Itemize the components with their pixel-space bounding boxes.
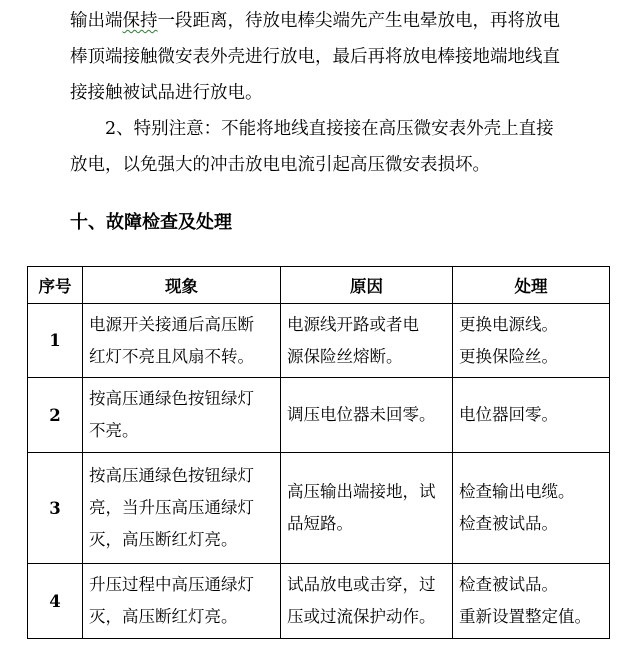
cell-line: 高压输出端接地，试 xyxy=(287,482,436,501)
cell-cause xyxy=(281,378,453,453)
cell-line: 品短路。 xyxy=(287,514,353,533)
cell-line: 试品放电或击穿，过 xyxy=(287,575,436,594)
cell-line: 调压电位器未回零。 xyxy=(287,405,436,424)
paragraph-special-note xyxy=(70,111,590,183)
header-action: 处理 xyxy=(453,267,610,304)
row-number: 3 xyxy=(28,453,83,564)
cell-action xyxy=(453,378,610,453)
cell-line: 重新设置整定值。 xyxy=(459,607,591,626)
table-row xyxy=(28,564,610,639)
table-row xyxy=(28,378,610,453)
cell-line: 亮，当升压高压通绿灯 xyxy=(89,498,254,517)
header-phenomenon: 现象 xyxy=(83,267,281,304)
header-number: 序号 xyxy=(28,267,83,304)
cell-line: 源保险丝熔断。 xyxy=(287,346,403,366)
section-heading: 十、故障检查及处理 xyxy=(70,212,232,233)
text-line: 接接触被试品进行放电。 xyxy=(70,83,263,103)
cell-line: 检查被试品。 xyxy=(459,575,558,594)
cell-line: 按高压通绿色按钮绿灯 xyxy=(89,389,254,408)
cell-action xyxy=(453,453,610,564)
cell-line: 不亮。 xyxy=(89,421,139,440)
cell-line: 压或过流保护动作。 xyxy=(287,607,436,626)
cell-cause xyxy=(281,564,453,639)
table-row xyxy=(28,453,610,564)
row-number: 4 xyxy=(28,564,83,639)
text-line: 棒顶端接触微安表外壳进行放电，最后再将放电棒接地端地线直 xyxy=(70,47,560,67)
text-line xyxy=(70,3,590,39)
table-header-row xyxy=(28,267,610,304)
spellcheck-marked-word: 保持 xyxy=(122,11,158,31)
cell-phenomenon xyxy=(83,378,281,453)
cell-line: 按高压通绿色按钮绿灯 xyxy=(89,466,254,485)
text-line: 放电，以免强大的冲击放电电流引起高压微安表损坏。 xyxy=(70,155,490,175)
cell-action xyxy=(453,564,610,639)
paragraph-discharge-procedure xyxy=(70,3,590,111)
cell-phenomenon xyxy=(83,304,281,378)
cell-line: 检查输出电缆。 xyxy=(459,482,575,501)
cell-line: 升压过程中高压通绿灯 xyxy=(89,575,254,594)
cell-line: 更换电源线。 xyxy=(459,314,558,334)
cell-line: 检查被试品。 xyxy=(459,514,558,533)
header-cause: 原因 xyxy=(281,267,453,304)
cell-line: 电位器回零。 xyxy=(459,405,558,424)
cell-phenomenon xyxy=(83,453,281,564)
row-number: 2 xyxy=(28,378,83,453)
text-line: 2、特别注意：不能将地线直接接在高压微安表外壳上直接 xyxy=(70,119,554,139)
text-segment: 一段距离，待放电棒尖端先产生电晕放电，再将放电 xyxy=(157,11,560,31)
cell-line: 电源开关接通后高压断 xyxy=(89,314,254,334)
cell-cause xyxy=(281,453,453,564)
fault-table xyxy=(27,266,610,639)
cell-line: 电源线开路或者电 xyxy=(287,314,419,334)
cell-action xyxy=(453,304,610,378)
cell-line: 更换保险丝。 xyxy=(459,346,558,366)
cell-phenomenon xyxy=(83,564,281,639)
cell-line: 红灯不亮且风扇不转。 xyxy=(89,346,254,366)
cell-line: 灭，高压断红灯亮。 xyxy=(89,607,238,626)
table-row xyxy=(28,304,610,378)
cell-line: 灭，高压断红灯亮。 xyxy=(89,530,238,549)
text-segment: 输出端 xyxy=(70,11,123,31)
row-number: 1 xyxy=(28,304,83,378)
cell-cause xyxy=(281,304,453,378)
